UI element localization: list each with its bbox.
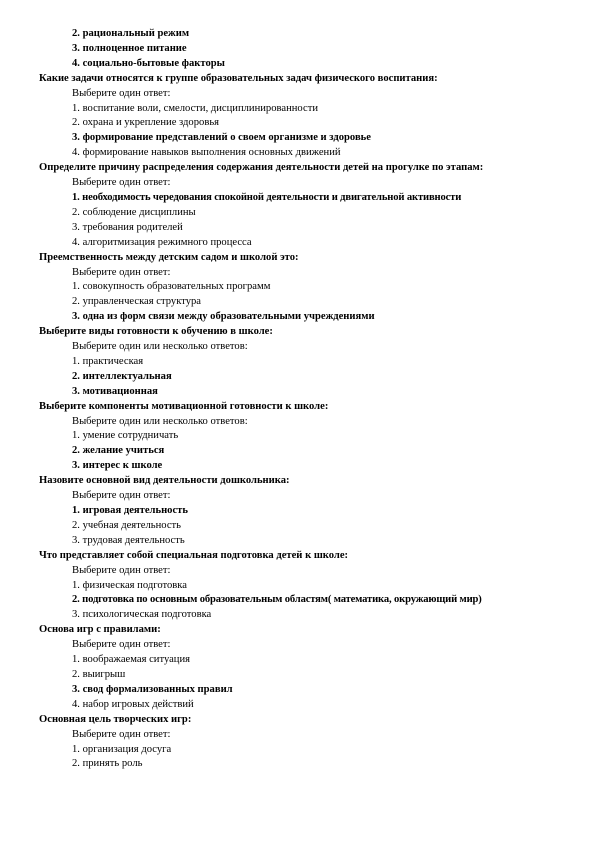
answer-instruction: Выберите один ответ: [72, 177, 171, 189]
answer-instruction: Выберите один или несколько ответов: [72, 415, 248, 427]
answer-instruction: Выберите один ответ: [72, 490, 171, 502]
answer-option: 2. рациональный режим [72, 28, 190, 39]
answer-option: 3. свод формализованных правил [72, 683, 233, 695]
answer-option: 2. учебная деятельность [72, 519, 182, 531]
answer-option: 4. формирование навыков выполнения основных движений [72, 147, 341, 159]
answer-instruction: Выберите один ответ: [72, 266, 171, 278]
answer-option: 1. игровая деятельность [72, 505, 188, 516]
answer-option: 1. организация досуга [72, 743, 172, 755]
question-text: Определите причину распределения содержания деятельности детей на прогулке по этапам: [39, 162, 484, 174]
answer-option: 1. физическая подготовка [72, 579, 187, 591]
question-text: Какие задачи относятся к группе образовательных задач физического воспитания: [39, 72, 438, 84]
answer-option: 3. формирование представлений о своем организме и здоровье [72, 132, 371, 144]
answer-instruction: Выберите один ответ: [72, 639, 171, 651]
answer-option: 1. практическая [72, 355, 144, 367]
answer-option: 4. набор игровых действий [72, 698, 194, 710]
answer-option: 3. одна из форм связи между образовательными учреждениями [72, 311, 375, 323]
question-text: Основа игр с правилами: [39, 624, 161, 636]
answer-option: 2. подготовка по основным образовательным областям( математика, окружающий мир) [72, 594, 482, 606]
answer-option: 3. мотивационная [72, 385, 158, 397]
question-text: Назовите основной вид деятельности дошкольника: [39, 475, 290, 487]
question-text: Преемственность между детским садом и школой это: [39, 251, 299, 263]
answer-instruction: Выберите один или несколько ответов: [72, 341, 248, 353]
answer-option: 2. управленческая структура [72, 296, 201, 308]
answer-option: 3. полноценное питание [72, 42, 187, 54]
answer-option: 2. интеллектуальная [72, 370, 172, 382]
answer-option: 4. алгоритмизация режимного процесса [72, 236, 252, 248]
answer-option: 3. требования родителей [72, 221, 183, 233]
answer-option: 2. принять роль [72, 758, 143, 770]
answer-option: 2. желание учиться [72, 445, 165, 457]
answer-option: 1. воображаемая ситуация [72, 654, 191, 666]
answer-option: 1. совокупность образовательных программ [72, 281, 271, 293]
answer-option: 2. выигрыш [72, 668, 126, 680]
answer-option: 3. трудовая деятельность [72, 534, 185, 546]
answer-option: 3. интерес к школе [72, 460, 163, 472]
question-text: Что представляет собой специальная подготовка детей к школе: [39, 549, 349, 561]
answer-instruction: Выберите один ответ: [72, 87, 171, 99]
answer-option: 1. воспитание воли, смелости, дисциплинированности [72, 102, 318, 114]
answer-instruction: Выберите один ответ: [72, 564, 171, 576]
question-text: Основная цель творческих игр: [39, 713, 192, 725]
answer-option: 2. соблюдение дисциплины [72, 206, 196, 218]
answer-option: 2. охрана и укрепление здоровья [72, 117, 220, 129]
answer-option: 1. необходимость чередования спокойной деятельности и двигательной активности [72, 191, 462, 203]
answer-option: 4. социально-бытовые факторы [72, 57, 225, 69]
answer-option: 1. умение сотрудничать [72, 430, 179, 442]
answer-instruction: Выберите один ответ: [72, 728, 171, 740]
answer-option: 3. психологическая подготовка [72, 609, 212, 621]
question-text: Выберите виды готовности к обучению в школе: [39, 326, 273, 338]
question-text: Выберите компоненты мотивационной готовности к школе: [39, 400, 329, 412]
